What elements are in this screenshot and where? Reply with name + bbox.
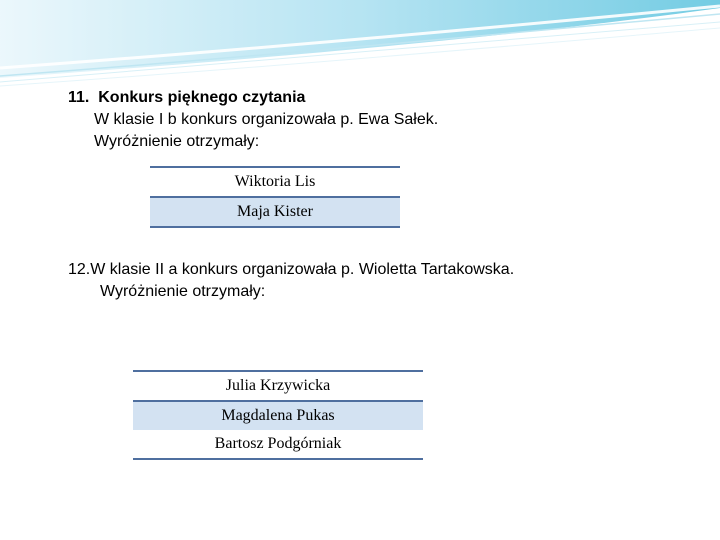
section-12-line-2: Wyróżnienie otrzymały: (100, 283, 266, 300)
section-11-number: 11. (68, 89, 90, 106)
table-cell-name: Bartosz Podgórniak (133, 430, 423, 459)
table-row (150, 197, 400, 227)
section-12-names-table (133, 370, 423, 460)
table-cell-name: Magdalena Pukas (133, 401, 423, 430)
decorative-wave-banner (0, 0, 720, 90)
table-row (133, 371, 423, 401)
section-11-line-1: W klasie I b konkurs organizowała p. Ewa Sałek. (94, 111, 439, 128)
table-cell-name: Julia Krzywicka (133, 371, 423, 401)
table-row (133, 401, 423, 430)
section-12-number: 12. (68, 261, 91, 278)
table-row (133, 430, 423, 459)
section-11-line-2: Wyróżnienie otrzymały: (94, 133, 260, 150)
section-11-names-table (150, 166, 400, 228)
table-row (150, 167, 400, 197)
section-11-heading (68, 88, 305, 108)
section-12-line-1 (68, 260, 514, 280)
table-cell-name: Maja Kister (150, 197, 400, 227)
section-11-title: Konkurs pięknego czytania (98, 89, 306, 106)
section-12-text: W klasie II a konkurs organizowała p. Wioletta Tartakowska. (90, 261, 515, 278)
table-cell-name: Wiktoria Lis (150, 167, 400, 197)
